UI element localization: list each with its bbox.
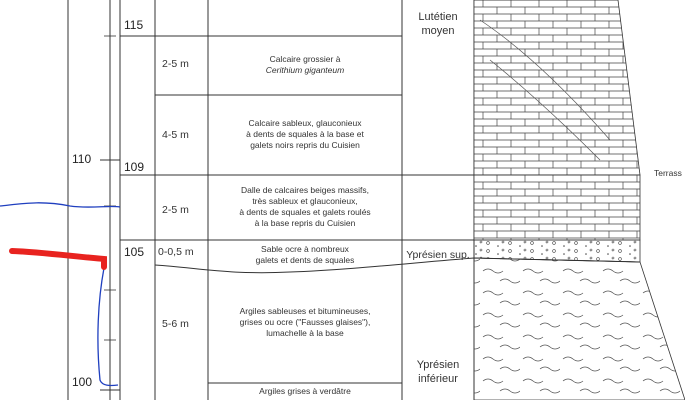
side-label-terrass: Terrass	[654, 168, 682, 178]
scale-label-100: 100	[72, 375, 93, 389]
depth-scale	[68, 0, 120, 400]
stage-lutetien-moyen: Lutétien moyen	[418, 11, 458, 37]
description-bed-2: Calcaire sableux, glauconieux à dents de squales à la base et galets noirs repris du Cuisien	[246, 118, 364, 150]
thickness-bed-2: 4-5 m	[162, 129, 189, 141]
red-annotation-mark	[12, 251, 104, 267]
description-bed-1: Calcaire grossier à Cerithium giganteum	[265, 54, 345, 75]
thickness-bed-1: 2-5 m	[162, 58, 189, 70]
thickness-bed-3: 2-5 m	[162, 204, 189, 216]
stage-ypresien-sup: Yprésien sup.	[406, 249, 470, 261]
thickness-bed-5: 5-6 m	[162, 318, 189, 330]
stage-ypresien-inferieur: Yprésien inférieur	[416, 359, 460, 385]
bed-number-109: 109	[124, 160, 145, 174]
lithology-column	[474, 0, 685, 400]
description-bed-6: Argiles grises à verdâtre	[259, 386, 351, 396]
description-bed-3: Dalle de calcaires beiges massifs, très sableux et glauconieux, à dents de squales et galets roulés à la base repris du Cuisien	[239, 185, 371, 228]
scale-label-110: 110	[72, 152, 92, 166]
blue-annotation-line	[0, 203, 120, 207]
bed-number-115: 115	[124, 18, 144, 32]
thickness-bed-4: 0-0,5 m	[158, 246, 194, 258]
description-bed-4: Sable ocre à nombreux galets et dents de squales	[255, 244, 355, 265]
bed-number-105: 105	[124, 245, 145, 259]
blue-annotation-hook	[98, 268, 118, 385]
description-bed-5: Argiles sableuses et bitumineuses, grises ou ocre ("Fausses glaises"), lumachelle à la base	[239, 306, 371, 338]
